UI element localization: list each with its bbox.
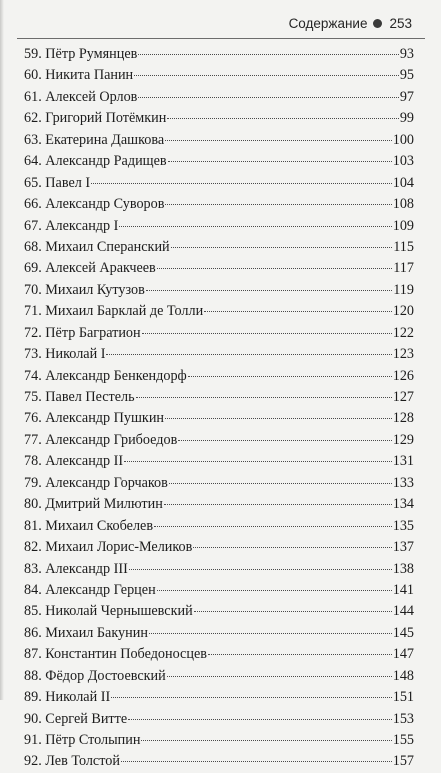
toc-dot-leader — [124, 461, 392, 462]
toc-entry-title: 81. Михаил Скобелев — [24, 517, 154, 534]
toc-dot-leader — [178, 440, 391, 441]
toc-entry-title: 84. Александр Герцен — [24, 581, 156, 598]
toc-dot-leader — [171, 247, 393, 248]
toc-dot-leader — [149, 633, 392, 634]
toc-entry-page: 93 — [399, 46, 414, 62]
toc-entry — [24, 87, 414, 108]
toc-entry-page: 157 — [392, 753, 414, 770]
toc-dot-leader — [193, 547, 391, 548]
toc-entry-title: 60. Никита Панин — [24, 67, 134, 84]
toc-entry-title: 74. Александр Бенкендорф — [24, 367, 187, 384]
toc-dot-leader — [134, 75, 399, 76]
toc-entry-title: 92. Лев Толстой — [24, 753, 120, 770]
toc-dot-leader — [129, 569, 392, 570]
toc-entry — [24, 644, 414, 665]
toc-dot-leader — [121, 761, 392, 762]
page-number: 253 — [389, 16, 412, 31]
toc-dot-leader — [164, 504, 392, 505]
toc-entry-title: 63. Екатерина Дашкова — [24, 131, 165, 148]
toc-entry-page: 133 — [392, 474, 414, 491]
toc-dot-leader — [204, 311, 392, 312]
toc-dot-leader — [119, 226, 391, 227]
toc-entry-title: 77. Александр Грибоедов — [24, 431, 178, 448]
toc-entry-title: 91. Пётр Столыпин — [24, 732, 141, 748]
toc-dot-leader — [146, 290, 392, 291]
toc-entry-title: 70. Михаил Кутузов — [24, 281, 145, 298]
toc-entry-page: 128 — [392, 410, 414, 427]
toc-entry-page: 100 — [392, 131, 414, 148]
toc-entry-page: 108 — [392, 196, 414, 213]
toc-entry — [24, 730, 414, 751]
toc-dot-leader — [128, 719, 392, 720]
toc-entry — [24, 666, 414, 687]
toc-entry-page: 115 — [393, 238, 414, 255]
toc-dot-leader — [167, 118, 398, 119]
toc-entry — [24, 301, 414, 322]
toc-entry-title: 67. Александр I — [24, 217, 119, 234]
toc-entry-title: 82. Михаил Лорис-Меликов — [24, 539, 193, 556]
toc-entry-title: 68. Михаил Сперанский — [24, 238, 170, 255]
toc-entry — [24, 151, 414, 172]
toc-dot-leader — [138, 54, 398, 55]
toc-entry-page: 119 — [393, 281, 414, 298]
toc-entry-title: 64. Александр Радищев — [24, 153, 167, 170]
toc-entry-title: 65. Павел I — [24, 174, 91, 191]
toc-entry-page: 131 — [392, 453, 414, 470]
toc-entry-title: 88. Фёдор Достоевский — [24, 667, 166, 684]
toc-dot-leader — [168, 161, 392, 162]
toc-entry-page: 141 — [392, 581, 414, 598]
toc-entry-page: 151 — [392, 689, 414, 706]
toc-entry — [24, 537, 414, 558]
toc-entry-title: 83. Александр III — [24, 560, 128, 577]
toc-entry — [24, 366, 414, 387]
toc-entry-page: 135 — [392, 517, 414, 534]
toc-entry — [24, 258, 414, 279]
toc-entry-title: 59. Пётр Румянцев — [24, 46, 138, 62]
toc-entry-page: 123 — [392, 346, 414, 363]
toc-entry-title: 80. Дмитрий Милютин — [24, 496, 163, 513]
toc-entry-page: 145 — [392, 624, 414, 641]
toc-entry — [24, 408, 414, 429]
toc-entry-page: 138 — [392, 560, 414, 577]
toc-entry — [24, 237, 414, 258]
header-rule — [17, 38, 425, 39]
toc-entry-page: 95 — [399, 67, 414, 84]
toc-dot-leader — [138, 97, 398, 98]
toc-entry — [24, 751, 414, 772]
toc-dot-leader — [154, 526, 392, 527]
toc-entry-title: 75. Павел Пестель — [24, 389, 135, 405]
toc-entry-title: 61. Алексей Орлов — [24, 88, 138, 105]
toc-entry — [24, 580, 414, 601]
toc-entry-page: 120 — [392, 303, 414, 320]
toc-entry — [24, 387, 414, 408]
toc-entry-page: 144 — [392, 603, 414, 620]
toc-entry — [24, 108, 414, 129]
toc-dot-leader — [136, 397, 392, 398]
toc-entry-title: 76. Александр Пушкин — [24, 410, 165, 427]
toc-entry-page: 103 — [392, 153, 414, 170]
toc-entry — [24, 494, 414, 515]
toc-entry — [24, 44, 414, 65]
toc-entry-page: 97 — [399, 88, 414, 105]
toc-entry — [24, 344, 414, 365]
toc-entry-title: 87. Константин Победоносцев — [24, 646, 207, 663]
toc-entry — [24, 601, 414, 622]
toc-dot-leader — [188, 376, 392, 377]
toc-entry-page: 127 — [392, 389, 414, 405]
toc-dot-leader — [111, 697, 392, 698]
toc-entry-title: 89. Николай II — [24, 689, 111, 706]
toc-dot-leader — [157, 268, 392, 269]
toc-entry — [24, 451, 414, 472]
toc-entry-title: 69. Алексей Аракчеев — [24, 260, 156, 277]
toc-entry — [24, 687, 414, 708]
toc-entry — [24, 323, 414, 344]
toc-entry-title: 90. Сергей Витте — [24, 710, 128, 727]
toc-entry-page: 104 — [392, 174, 414, 191]
toc-dot-leader — [208, 654, 392, 655]
toc-entry-title: 85. Николай Чернышевский — [24, 603, 193, 620]
toc-dot-leader — [169, 483, 392, 484]
toc-entry-page: 153 — [392, 710, 414, 727]
toc-entry — [24, 130, 414, 151]
toc-entry — [24, 430, 414, 451]
toc-entry-title: 79. Александр Горчаков — [24, 474, 168, 491]
toc-entry-page: 134 — [392, 496, 414, 513]
toc-entry — [24, 194, 414, 215]
table-of-contents — [24, 44, 414, 773]
toc-entry — [24, 173, 414, 194]
toc-entry — [24, 709, 414, 730]
toc-dot-leader — [157, 590, 392, 591]
toc-entry-title: 66. Александр Суворов — [24, 196, 165, 213]
toc-dot-leader — [165, 204, 391, 205]
toc-entry-page: 129 — [392, 431, 414, 448]
toc-entry — [24, 65, 414, 86]
toc-entry — [24, 516, 414, 537]
section-title: Содержание — [288, 16, 368, 31]
toc-entry-title: 78. Александр II — [24, 453, 124, 470]
toc-dot-leader — [167, 676, 392, 677]
toc-entry-page: 148 — [392, 667, 414, 684]
toc-entry-page: 137 — [392, 539, 414, 556]
toc-entry-page: 147 — [392, 646, 414, 663]
toc-dot-leader — [194, 611, 392, 612]
toc-dot-leader — [141, 740, 391, 741]
toc-entry-page: 109 — [392, 217, 414, 234]
toc-dot-leader — [91, 183, 392, 184]
toc-entry — [24, 473, 414, 494]
toc-entry-title: 72. Пётр Багратион — [24, 324, 141, 341]
running-head — [289, 16, 412, 31]
toc-entry — [24, 623, 414, 644]
toc-dot-leader — [165, 418, 392, 419]
toc-entry-page: 126 — [392, 367, 414, 384]
toc-entry-page: 117 — [393, 260, 414, 277]
toc-dot-leader — [165, 140, 392, 141]
toc-entry — [24, 216, 414, 237]
toc-dot-leader — [142, 333, 392, 334]
toc-entry — [24, 280, 414, 301]
toc-entry-title: 73. Николай I — [24, 346, 106, 363]
toc-entry-title: 62. Григорий Потёмкин — [24, 110, 167, 127]
bullet-icon — [373, 19, 382, 28]
page-edge-shadow — [0, 0, 4, 700]
toc-entry-title: 71. Михаил Барклай де Толли — [24, 303, 204, 320]
toc-entry-title: 86. Михаил Бакунин — [24, 624, 148, 641]
toc-entry-page: 99 — [399, 110, 414, 127]
toc-dot-leader — [106, 354, 391, 355]
toc-entry-page: 122 — [392, 324, 414, 341]
toc-entry-page: 155 — [392, 732, 414, 748]
toc-entry — [24, 559, 414, 580]
